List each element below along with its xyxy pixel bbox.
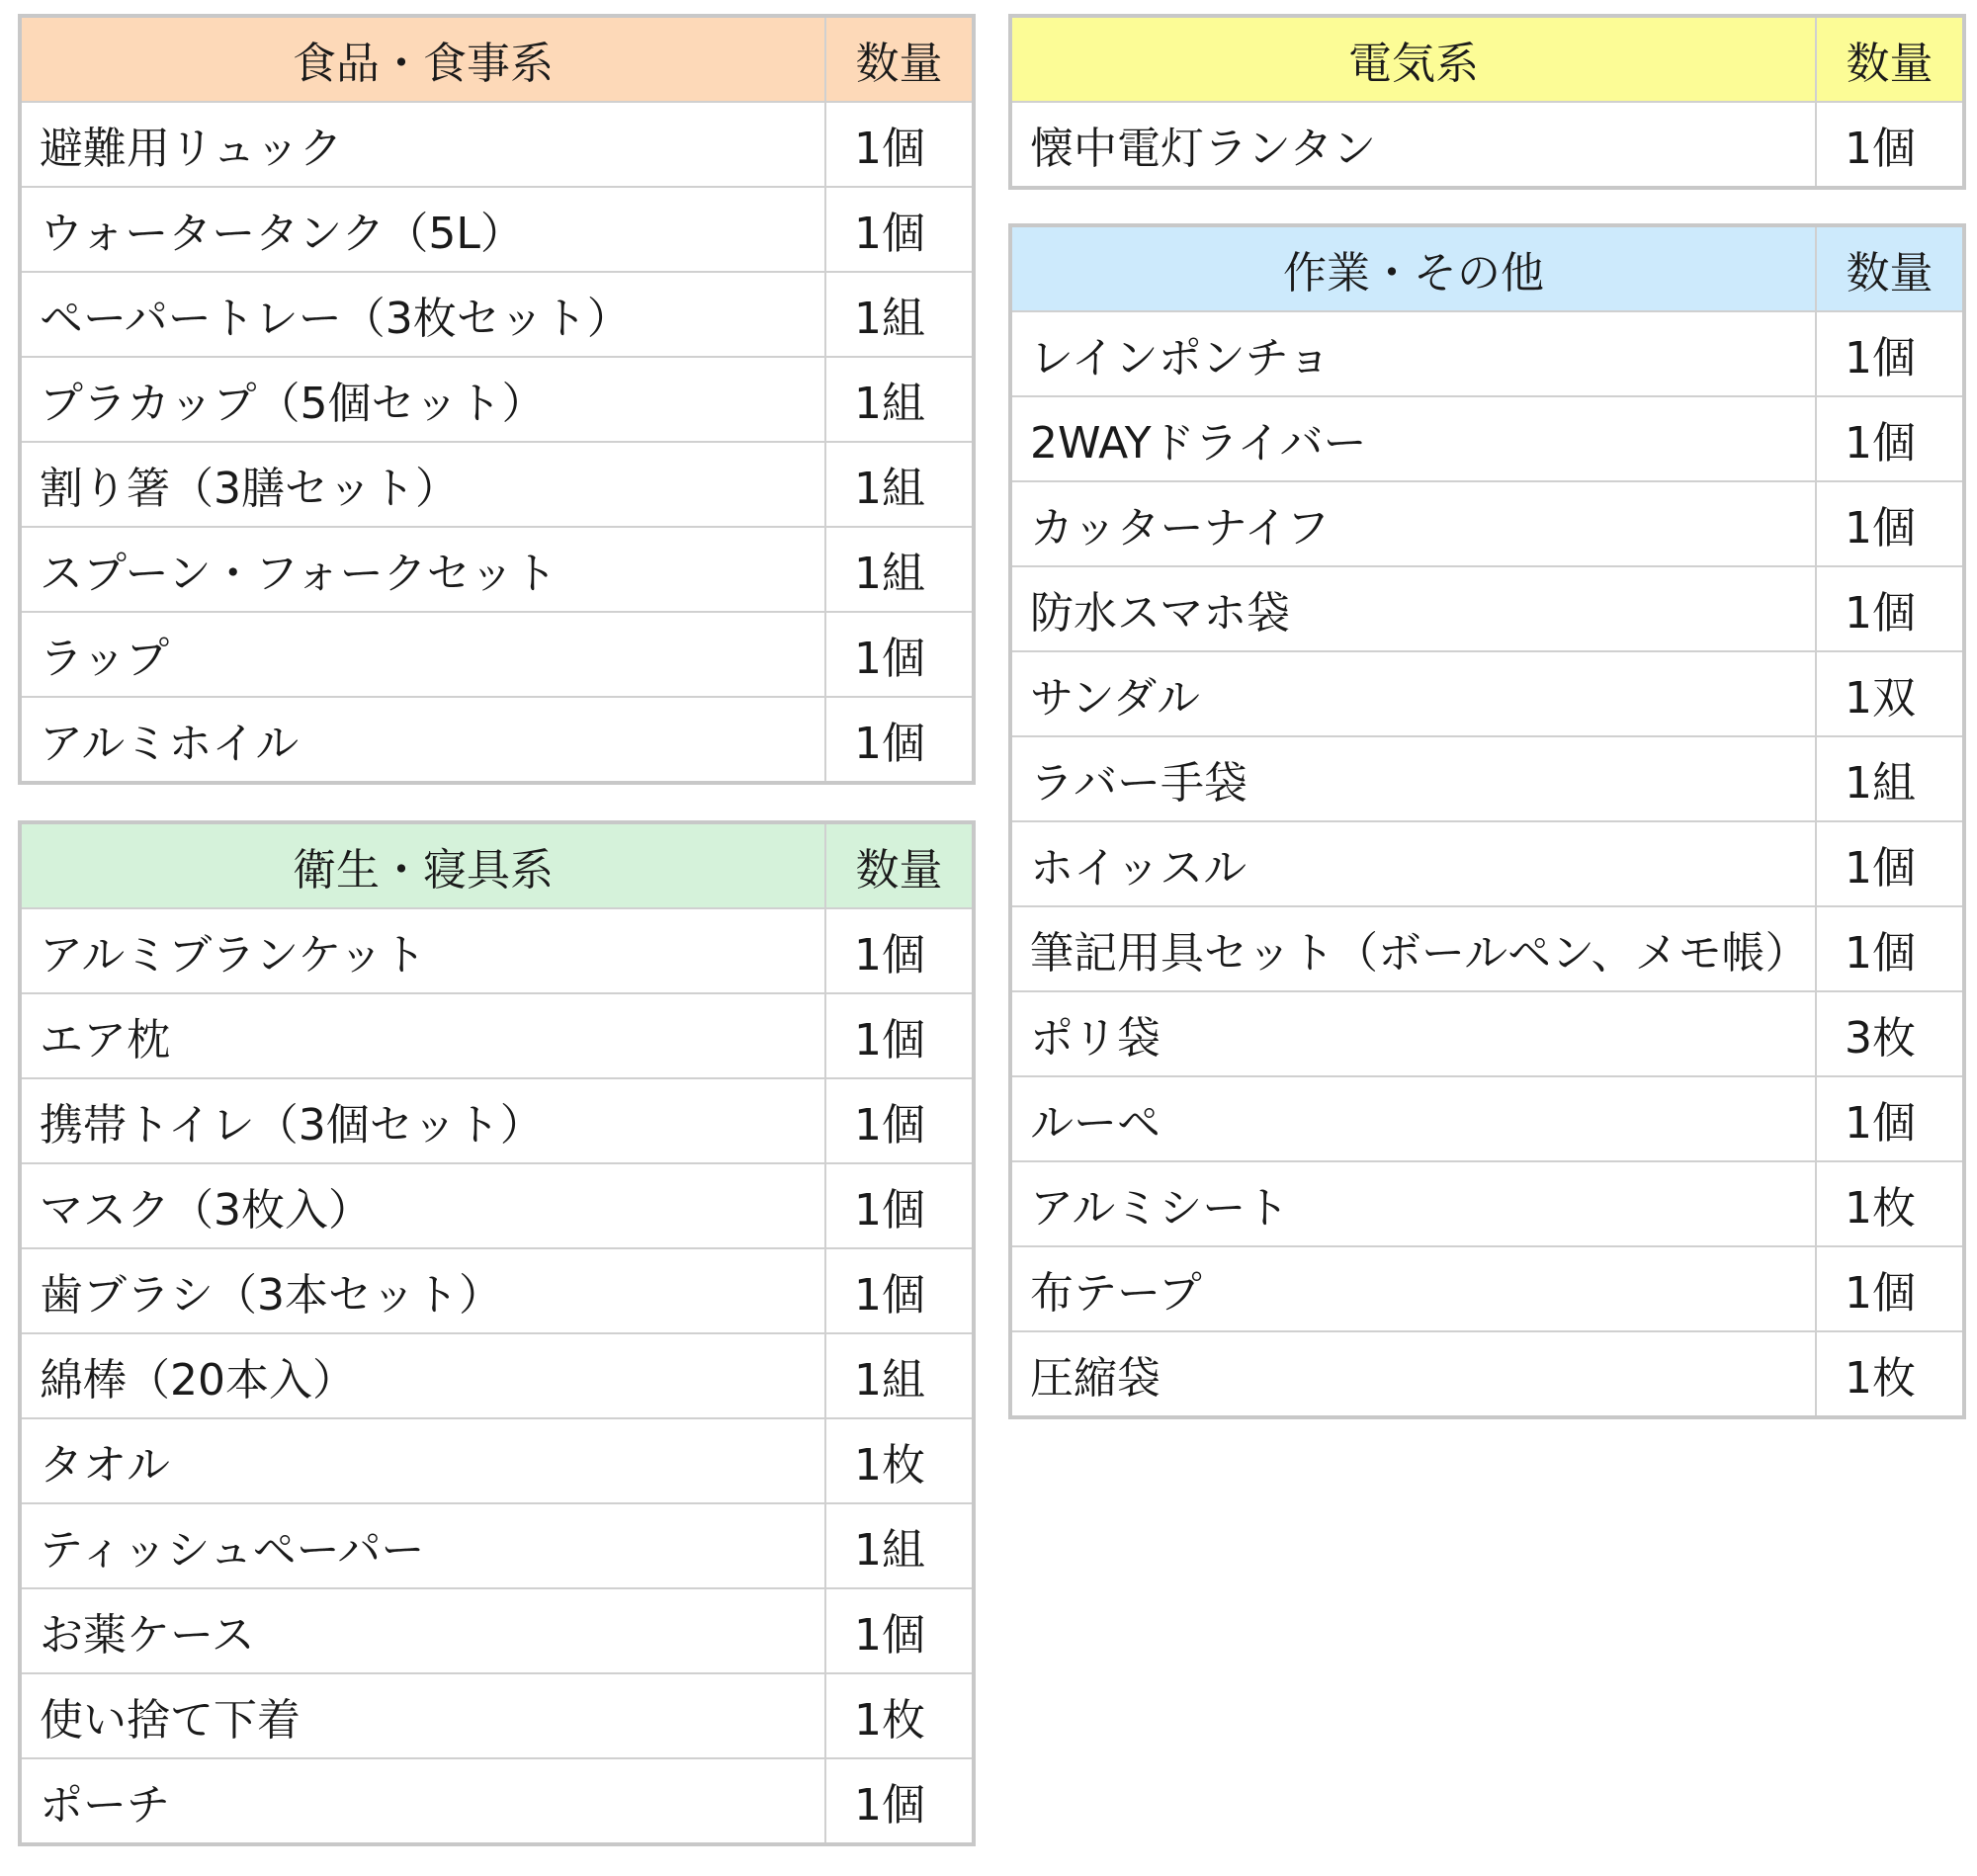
table-row (20, 1673, 974, 1758)
item-name: ウォータータンク（5L） (20, 187, 825, 272)
item-name: 使い捨て下着 (20, 1673, 825, 1758)
item-name: 歯ブラシ（3本セット） (20, 1248, 825, 1333)
quantity-header: 数量 (1816, 225, 1964, 311)
table-row (20, 1418, 974, 1503)
category-header: 食品・食事系 (20, 16, 825, 102)
table-row (20, 1758, 974, 1844)
item-name: 避難用リュック (20, 102, 825, 187)
item-name: ポリ袋 (1010, 991, 1816, 1076)
item-quantity: 1枚 (825, 1673, 974, 1758)
table-header-row (1010, 16, 1964, 102)
work-table (1008, 223, 1966, 1419)
table-row (1010, 1246, 1964, 1331)
item-quantity: 1枚 (1816, 1161, 1964, 1246)
item-quantity: 1双 (1816, 651, 1964, 736)
item-name: カッターナイフ (1010, 481, 1816, 566)
item-quantity: 1組 (1816, 736, 1964, 821)
item-name: ティッシュペーパー (20, 1503, 825, 1588)
table-row (1010, 651, 1964, 736)
table-header-row (1010, 225, 1964, 311)
table-row (20, 1503, 974, 1588)
item-quantity: 1個 (1816, 102, 1964, 188)
item-name: 2WAYドライバー (1010, 396, 1816, 481)
item-quantity: 1個 (1816, 481, 1964, 566)
item-quantity: 1枚 (825, 1418, 974, 1503)
item-quantity: 1組 (825, 272, 974, 357)
table-row (1010, 481, 1964, 566)
item-quantity: 1組 (825, 1503, 974, 1588)
table-row (1010, 102, 1964, 188)
table-row (20, 612, 974, 697)
item-name: 布テープ (1010, 1246, 1816, 1331)
item-name: タオル (20, 1418, 825, 1503)
quantity-header: 数量 (1816, 16, 1964, 102)
table-header-row (20, 16, 974, 102)
table-row (1010, 311, 1964, 396)
table-row (1010, 1331, 1964, 1417)
item-name: ポーチ (20, 1758, 825, 1844)
electric-table (1008, 14, 1966, 190)
table-row (20, 187, 974, 272)
table-row (20, 1163, 974, 1248)
item-name: ペーパートレー（3枚セット） (20, 272, 825, 357)
item-name: 綿棒（20本入） (20, 1333, 825, 1418)
table-row (20, 993, 974, 1078)
item-quantity: 1組 (825, 442, 974, 527)
item-quantity: 1個 (1816, 821, 1964, 906)
table-row (20, 1078, 974, 1163)
item-name: ラバー手袋 (1010, 736, 1816, 821)
table-row (20, 1588, 974, 1673)
table-row (20, 697, 974, 783)
table-row (1010, 1076, 1964, 1161)
table-row (20, 102, 974, 187)
table-row (20, 1248, 974, 1333)
item-name: ラップ (20, 612, 825, 697)
item-quantity: 1個 (825, 102, 974, 187)
item-name: マスク（3枚入） (20, 1163, 825, 1248)
item-quantity: 1個 (825, 697, 974, 783)
item-quantity: 1個 (1816, 396, 1964, 481)
item-name: スプーン・フォークセット (20, 527, 825, 612)
category-header: 作業・その他 (1010, 225, 1816, 311)
item-quantity: 1個 (825, 993, 974, 1078)
table-row (20, 527, 974, 612)
item-quantity: 1個 (825, 1588, 974, 1673)
item-quantity: 1個 (825, 187, 974, 272)
item-quantity: 3枚 (1816, 991, 1964, 1076)
quantity-header: 数量 (825, 822, 974, 908)
item-name: 懐中電灯ランタン (1010, 102, 1816, 188)
table-row (20, 357, 974, 442)
item-name: 割り箸（3膳セット） (20, 442, 825, 527)
item-quantity: 1組 (825, 527, 974, 612)
item-quantity: 1個 (825, 1078, 974, 1163)
item-name: アルミブランケット (20, 908, 825, 993)
item-quantity: 1個 (1816, 311, 1964, 396)
item-name: ルーペ (1010, 1076, 1816, 1161)
item-name: アルミシート (1010, 1161, 1816, 1246)
table-row (20, 1333, 974, 1418)
table-row (1010, 566, 1964, 651)
item-name: 携帯トイレ（3個セット） (20, 1078, 825, 1163)
item-quantity: 1個 (1816, 566, 1964, 651)
category-header: 衛生・寝具系 (20, 822, 825, 908)
table-row (1010, 821, 1964, 906)
table-row (1010, 906, 1964, 991)
item-quantity: 1個 (825, 1163, 974, 1248)
quantity-header: 数量 (825, 16, 974, 102)
item-quantity: 1組 (825, 1333, 974, 1418)
item-name: 圧縮袋 (1010, 1331, 1816, 1417)
table-row (1010, 736, 1964, 821)
table-header-row (20, 822, 974, 908)
item-quantity: 1個 (825, 1758, 974, 1844)
item-quantity: 1個 (1816, 1076, 1964, 1161)
item-name: エア枕 (20, 993, 825, 1078)
item-name: 防水スマホ袋 (1010, 566, 1816, 651)
item-quantity: 1枚 (1816, 1331, 1964, 1417)
item-name: プラカップ（5個セット） (20, 357, 825, 442)
item-name: お薬ケース (20, 1588, 825, 1673)
item-quantity: 1個 (825, 612, 974, 697)
table-row (1010, 1161, 1964, 1246)
hygiene-table (18, 820, 976, 1846)
item-name: ホイッスル (1010, 821, 1816, 906)
item-quantity: 1個 (825, 1248, 974, 1333)
table-row (1010, 991, 1964, 1076)
table-row (20, 272, 974, 357)
table-row (20, 908, 974, 993)
category-header: 電気系 (1010, 16, 1816, 102)
table-row (20, 442, 974, 527)
item-name: 筆記用具セット（ボールペン、メモ帳） (1010, 906, 1816, 991)
table-row (1010, 396, 1964, 481)
item-quantity: 1個 (1816, 1246, 1964, 1331)
item-name: アルミホイル (20, 697, 825, 783)
item-quantity: 1組 (825, 357, 974, 442)
item-quantity: 1個 (1816, 906, 1964, 991)
item-quantity: 1個 (825, 908, 974, 993)
item-name: サンダル (1010, 651, 1816, 736)
food-table (18, 14, 976, 785)
item-name: レインポンチョ (1010, 311, 1816, 396)
